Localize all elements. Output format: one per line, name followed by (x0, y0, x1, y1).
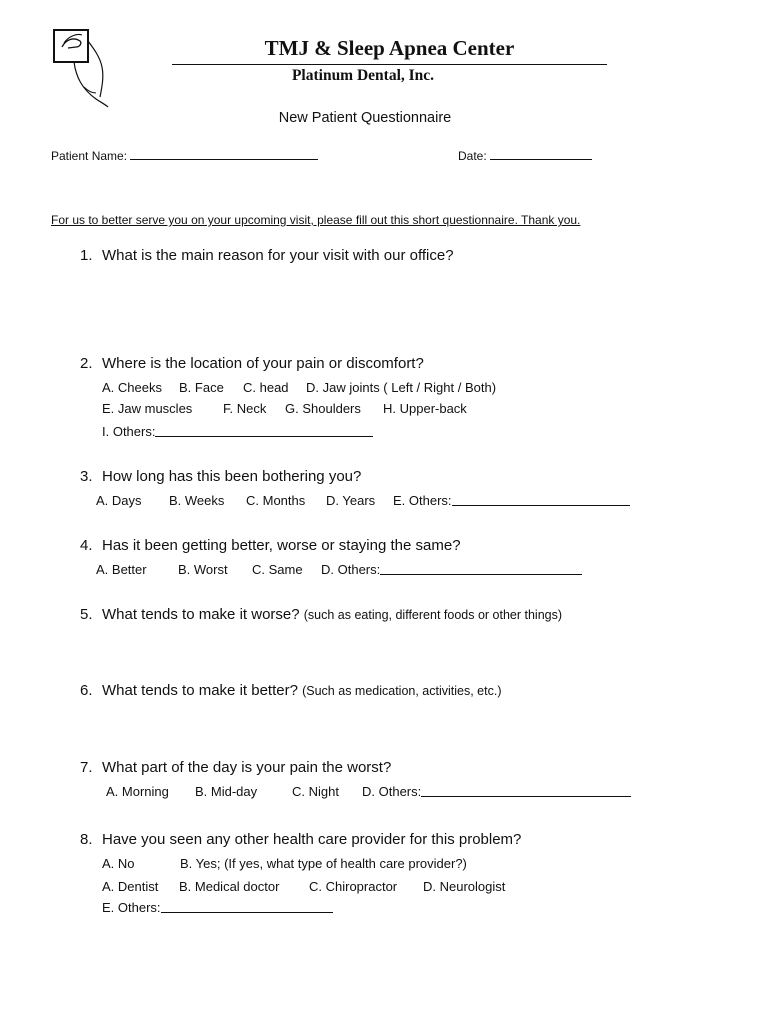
option-cheeks[interactable]: A. Cheeks (102, 380, 162, 395)
question-text: Where is the location of your pain or discomfort? (102, 355, 424, 372)
question-number: 1. (80, 247, 93, 264)
option-neurologist[interactable]: D. Neurologist (423, 879, 506, 894)
option-jaw-joints[interactable]: D. Jaw joints ( Left / Right / Both) (306, 380, 497, 395)
question-5 (80, 606, 562, 623)
question-text: Have you seen any other health care provider for this problem? (102, 831, 522, 848)
option-head[interactable]: C. head (243, 380, 289, 395)
others-blank[interactable] (161, 900, 333, 913)
question-6 (80, 682, 502, 699)
option-label: D. Others: (362, 784, 422, 799)
question-text: What tends to make it worse? (102, 606, 300, 623)
option-others[interactable] (321, 562, 380, 577)
option-weeks[interactable]: B. Weeks (169, 493, 225, 508)
question-number: 5. (80, 606, 93, 623)
option-others[interactable] (102, 900, 161, 915)
question-8-options-row-1 (0, 856, 770, 874)
date-row (458, 147, 592, 163)
patient-name-label: Patient Name: (51, 149, 128, 163)
hand-on-chin-logo-icon (52, 27, 110, 111)
question-2-options-row-1 (0, 380, 770, 398)
option-chiropractor[interactable]: C. Chiropractor (309, 879, 398, 894)
question-number: 7. (80, 759, 93, 776)
option-years[interactable]: D. Years (326, 493, 376, 508)
question-text: What tends to make it better? (102, 682, 298, 699)
question-8 (80, 831, 521, 848)
option-neck[interactable]: F. Neck (223, 401, 267, 416)
others-blank[interactable] (421, 784, 631, 797)
option-shoulders[interactable]: G. Shoulders (285, 401, 361, 416)
intro-text: For us to better serve you on your upcoming visit, please fill out this short questionnaire. Thank you. (51, 213, 581, 227)
option-mid-day[interactable]: B. Mid-day (195, 784, 258, 799)
option-label: E. Others: (102, 900, 161, 915)
question-7-options (0, 784, 770, 802)
question-text: What is the main reason for your visit with our office? (102, 247, 454, 264)
option-days[interactable]: A. Days (96, 493, 142, 508)
patient-name-row (51, 147, 318, 163)
option-label: D. Others: (321, 562, 381, 577)
date-label: Date: (458, 149, 487, 163)
patient-name-field[interactable] (130, 147, 318, 160)
question-4 (80, 537, 461, 554)
question-number: 3. (80, 468, 93, 485)
question-8-options-row-2 (0, 879, 770, 897)
option-label: E. Others: (393, 493, 452, 508)
question-3 (80, 468, 361, 485)
question-number: 4. (80, 537, 93, 554)
question-1 (80, 247, 454, 264)
option-others[interactable] (362, 784, 421, 799)
option-dentist[interactable]: A. Dentist (102, 879, 159, 894)
option-label: I. Others: (102, 424, 156, 439)
option-others[interactable] (102, 424, 155, 439)
others-blank[interactable] (452, 493, 630, 506)
question-hint: (such as eating, different foods or other things) (303, 608, 563, 622)
center-title: TMJ & Sleep Apnea Center (264, 36, 515, 60)
question-number: 6. (80, 682, 93, 699)
option-better[interactable]: A. Better (96, 562, 147, 577)
form-title: New Patient Questionnaire (278, 110, 452, 126)
option-medical-doctor[interactable]: B. Medical doctor (179, 879, 280, 894)
question-8-options-row-3 (0, 900, 770, 918)
question-number: 2. (80, 355, 93, 372)
option-others[interactable] (393, 493, 452, 508)
option-morning[interactable]: A. Morning (106, 784, 169, 799)
question-7 (80, 759, 391, 776)
title-divider (172, 64, 607, 65)
option-yes[interactable]: B. Yes; (If yes, what type of health care provider?) (180, 856, 467, 871)
practice-name: Platinum Dental, Inc. (291, 67, 435, 84)
question-2-options-row-2 (0, 401, 770, 419)
option-night[interactable]: C. Night (292, 784, 339, 799)
option-months[interactable]: C. Months (246, 493, 306, 508)
option-jaw-muscles[interactable]: E. Jaw muscles (102, 401, 193, 416)
question-text: What part of the day is your pain the worst? (102, 759, 392, 776)
option-no[interactable]: A. No (102, 856, 135, 871)
question-number: 8. (80, 831, 93, 848)
option-same[interactable]: C. Same (252, 562, 303, 577)
others-blank[interactable] (155, 424, 373, 437)
date-field[interactable] (490, 147, 592, 160)
question-hint: (Such as medication, activities, etc.) (302, 684, 502, 698)
others-blank[interactable] (380, 562, 582, 575)
question-4-options (0, 562, 770, 580)
option-worst[interactable]: B. Worst (178, 562, 228, 577)
question-text: How long has this been bothering you? (102, 468, 362, 485)
option-upper-back[interactable]: H. Upper-back (383, 401, 467, 416)
question-2-options-row-3 (0, 424, 770, 442)
option-face[interactable]: B. Face (179, 380, 224, 395)
question-3-options (0, 493, 770, 511)
question-text: Has it been getting better, worse or staying the same? (102, 537, 461, 554)
question-2 (80, 355, 424, 372)
